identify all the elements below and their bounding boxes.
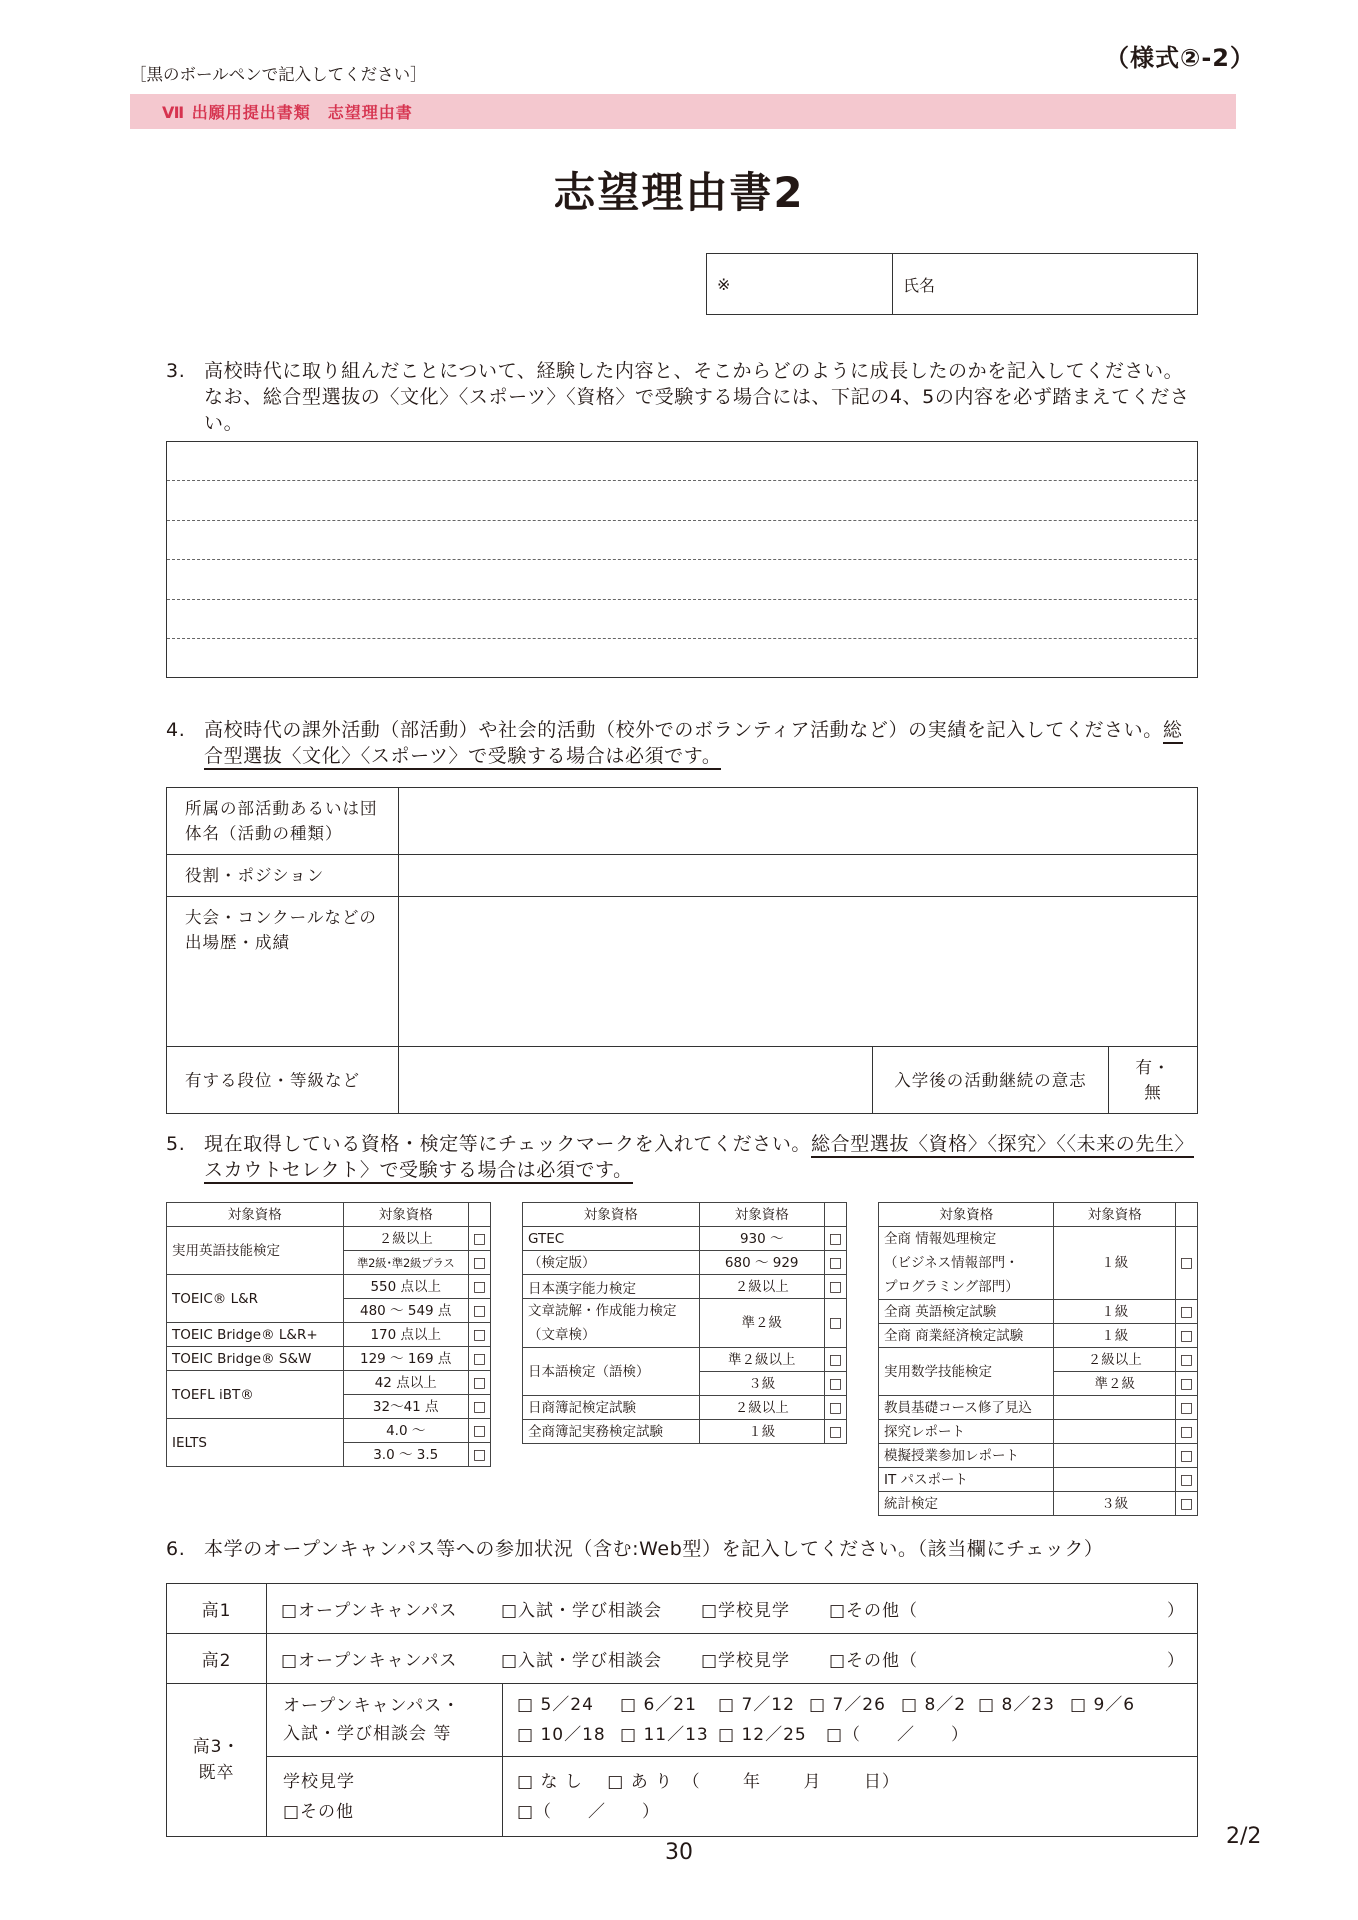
gtec-name: GTEC bbox=[523, 1227, 700, 1251]
kyoin-name: 教員基礎コース修了見込 bbox=[879, 1396, 1054, 1420]
continue-label: 入学後の活動継続の意志 bbox=[873, 1047, 1109, 1114]
role-label: 役割・ポジション bbox=[167, 855, 399, 897]
page-title: 志望理由書2 bbox=[553, 168, 805, 217]
campus-visit-table bbox=[166, 1583, 1198, 1837]
date-checkbox[interactable]: □ 5／24 bbox=[517, 1695, 594, 1715]
bridge-lr-checkbox[interactable]: □ bbox=[468, 1323, 490, 1347]
oc-events-label-line1: オープンキャンパス・ bbox=[283, 1696, 461, 1716]
tokei-level: ３級 bbox=[1054, 1492, 1176, 1516]
question-3 bbox=[166, 358, 1198, 436]
eigo-name: 全商 英語検定試験 bbox=[879, 1300, 1054, 1324]
toefl-level: 42 点以上 bbox=[343, 1371, 468, 1395]
oc-event-dates bbox=[503, 1684, 1198, 1757]
header-qualification: 対象資格 bbox=[167, 1203, 344, 1227]
name-label: 氏名 bbox=[903, 275, 936, 295]
question-4 bbox=[166, 717, 1198, 769]
header-check bbox=[468, 1203, 490, 1227]
bridge-sw-level: 129 ～ 169 点 bbox=[343, 1347, 468, 1371]
sugaku-checkbox[interactable]: □ bbox=[1176, 1372, 1198, 1396]
year-3-label-line1: 高3・ bbox=[192, 1737, 241, 1757]
keizai-name: 全商 商業経済検定試験 bbox=[879, 1324, 1054, 1348]
ielts-checkbox[interactable]: □ bbox=[468, 1443, 490, 1467]
joho-name-line1: 全商 情報処理検定 bbox=[884, 1231, 997, 1247]
bunsho-name bbox=[523, 1299, 700, 1348]
tankyu-level bbox=[1054, 1420, 1176, 1444]
question-5-requirement: 総合型選抜〈資格〉〈探究〉〈〈未来の先生〉スカウトセレクト〉で受験する場合は必須です。 bbox=[204, 1133, 1194, 1184]
question-5-number: 5. bbox=[166, 1133, 186, 1155]
eiken-checkbox[interactable]: □ bbox=[468, 1251, 490, 1275]
gtec-name-sub: （検定版） bbox=[523, 1251, 700, 1275]
gtec-checkbox[interactable]: □ bbox=[824, 1251, 846, 1275]
eiken-name: 実用英語技能検定 bbox=[167, 1227, 344, 1275]
qualification-table-3 bbox=[878, 1202, 1198, 1516]
record-label: 大会・コンクールなどの出場歴・成績 bbox=[167, 897, 399, 1047]
date-other-checkbox[interactable]: □（ ／ ） bbox=[826, 1725, 970, 1745]
visit-other-checkbox[interactable]: □その他 bbox=[283, 1801, 355, 1822]
gtec-checkbox[interactable]: □ bbox=[824, 1227, 846, 1251]
boki-name: 日商簿記検定試験 bbox=[523, 1396, 700, 1420]
mogi-level bbox=[1054, 1444, 1176, 1468]
tankyu-checkbox[interactable]: □ bbox=[1176, 1420, 1198, 1444]
oc-events-label bbox=[267, 1684, 503, 1757]
zen-boki-checkbox[interactable]: □ bbox=[824, 1420, 846, 1444]
reference-mark: ※ bbox=[717, 274, 731, 294]
consult-checkbox[interactable]: □入試・学び相談会 bbox=[501, 1651, 663, 1671]
date-checkbox[interactable]: □ 7／26 bbox=[809, 1695, 886, 1715]
tokei-name: 統計検定 bbox=[879, 1492, 1054, 1516]
event-dates-row bbox=[517, 1720, 1197, 1750]
bunsho-name-line1: 文章読解・作成能力検定 bbox=[528, 1303, 677, 1319]
question-6-text: 本学のオープンキャンパス等への参加状況（含む:Web型）を記入してください。（該当欄にチェック） bbox=[204, 1538, 1104, 1560]
kanji-checkbox[interactable]: □ bbox=[824, 1275, 846, 1299]
it-name: IT パスポート bbox=[879, 1468, 1054, 1492]
header-qualification: 対象資格 bbox=[523, 1203, 700, 1227]
toefl-checkbox[interactable]: □ bbox=[468, 1371, 490, 1395]
club-label: 所属の部活動あるいは団体名（活動の種類） bbox=[167, 788, 399, 855]
event-dates-row bbox=[517, 1690, 1197, 1720]
year-1-label: 高1 bbox=[167, 1584, 267, 1634]
visit-options-cell bbox=[503, 1757, 1198, 1837]
tankyu-name: 探究レポート bbox=[879, 1420, 1054, 1444]
sugaku-level: 準２級 bbox=[1054, 1372, 1176, 1396]
year-2-options bbox=[267, 1634, 1198, 1684]
ielts-name: IELTS bbox=[167, 1419, 344, 1467]
toeic-name: TOEIC® L&R bbox=[167, 1275, 344, 1323]
role-field[interactable] bbox=[399, 855, 1198, 897]
visit-label-cell bbox=[267, 1757, 503, 1837]
eigo-checkbox[interactable]: □ bbox=[1176, 1300, 1198, 1324]
toefl-checkbox[interactable]: □ bbox=[468, 1395, 490, 1419]
question-4-requirement: 総合型選抜〈文化〉〈スポーツ〉で受験する場合は必須です。 bbox=[204, 719, 1183, 770]
kyoin-checkbox[interactable]: □ bbox=[1176, 1396, 1198, 1420]
club-field[interactable] bbox=[399, 788, 1198, 855]
applicant-id-box bbox=[706, 253, 1198, 315]
bunsho-level: 準２級 bbox=[699, 1299, 824, 1348]
question-3-number: 3. bbox=[166, 360, 186, 382]
question-5-text bbox=[166, 1131, 1198, 1183]
visit-yes-no-options[interactable]: □ な し □ あ り （ 年 月 日） bbox=[517, 1771, 900, 1792]
visit-label: 学校見学 bbox=[283, 1771, 355, 1792]
it-level bbox=[1054, 1468, 1176, 1492]
joho-level: １級 bbox=[1054, 1227, 1176, 1300]
date-checkbox[interactable]: □ 8／23 bbox=[978, 1695, 1055, 1715]
visit-checkbox[interactable]: □学校見学 bbox=[701, 1601, 791, 1621]
page-fraction: 2/2 bbox=[1226, 1824, 1262, 1849]
kanji-level: ２級以上 bbox=[699, 1275, 824, 1299]
gtec-level: 680 ～ 929 bbox=[699, 1251, 824, 1275]
date-checkbox[interactable]: □ 12／25 bbox=[718, 1725, 807, 1745]
date-checkbox[interactable]: □ 10／18 bbox=[517, 1725, 606, 1745]
keizai-level: １級 bbox=[1054, 1324, 1176, 1348]
bridge-lr-name: TOEIC Bridge® L&R+ bbox=[167, 1323, 344, 1347]
joho-name-line2: （ビジネス情報部門・ bbox=[884, 1255, 1019, 1271]
date-checkbox[interactable]: □ 6／21 bbox=[620, 1695, 697, 1715]
tokei-checkbox[interactable]: □ bbox=[1176, 1492, 1198, 1516]
date-checkbox[interactable]: □ 7／12 bbox=[718, 1695, 795, 1715]
nihongo-checkbox[interactable]: □ bbox=[824, 1348, 846, 1372]
boki-level: ２級以上 bbox=[699, 1396, 824, 1420]
toeic-checkbox[interactable]: □ bbox=[468, 1299, 490, 1323]
question-5-instruction: 現在取得している資格・検定等にチェックマークを入れてください。 bbox=[204, 1133, 812, 1155]
rank-field[interactable] bbox=[399, 1047, 873, 1114]
other-checkbox[interactable]: □その他（ bbox=[829, 1651, 919, 1671]
header-level: 対象資格 bbox=[699, 1203, 824, 1227]
kanji-name: 日本漢字能力検定 bbox=[523, 1275, 700, 1299]
header-check bbox=[824, 1203, 846, 1227]
gtec-level: 930 ～ bbox=[699, 1227, 824, 1251]
toeic-level: 550 点以上 bbox=[343, 1275, 468, 1299]
toefl-name: TOEFL iBT® bbox=[167, 1371, 344, 1419]
eigo-level: １級 bbox=[1054, 1300, 1176, 1324]
joho-name bbox=[879, 1227, 1054, 1300]
pen-instruction: ［黒のボールペンで記入してください］ bbox=[130, 65, 427, 84]
zen-boki-level: １級 bbox=[699, 1420, 824, 1444]
date-checkbox[interactable]: □ 8／2 bbox=[901, 1695, 967, 1715]
toefl-level: 32～41 点 bbox=[343, 1395, 468, 1419]
ruled-line bbox=[167, 599, 1197, 600]
ruled-line bbox=[167, 520, 1197, 521]
year-1-options bbox=[267, 1584, 1198, 1634]
section-band-label: Ⅶ 出願用提出書類 志望理由書 bbox=[162, 103, 413, 122]
header-qualification: 対象資格 bbox=[879, 1203, 1054, 1227]
zen-boki-name: 全商簿記実務検定試験 bbox=[523, 1420, 700, 1444]
header-check bbox=[1176, 1203, 1198, 1227]
joho-name-line3: プログラミング部門） bbox=[884, 1279, 1019, 1295]
section-band bbox=[130, 94, 1236, 129]
question-4-text bbox=[166, 717, 1198, 769]
year-3-label-line2: 既卒 bbox=[198, 1763, 235, 1783]
year-2-label: 高2 bbox=[167, 1634, 267, 1684]
ruled-line bbox=[167, 480, 1197, 481]
other-close: ） bbox=[1167, 1601, 1185, 1621]
header-level: 対象資格 bbox=[343, 1203, 468, 1227]
question-6-number: 6. bbox=[166, 1538, 186, 1560]
toeic-checkbox[interactable]: □ bbox=[468, 1275, 490, 1299]
it-checkbox[interactable]: □ bbox=[1176, 1468, 1198, 1492]
joho-checkbox[interactable]: □ bbox=[1176, 1227, 1198, 1300]
qualification-table-1 bbox=[166, 1202, 491, 1467]
year-3-label bbox=[167, 1684, 267, 1837]
bunsho-checkbox[interactable]: □ bbox=[824, 1299, 846, 1348]
visit-other-date[interactable]: □（ ／ ） bbox=[517, 1801, 661, 1822]
consult-checkbox[interactable]: □入試・学び相談会 bbox=[501, 1601, 663, 1621]
question-6 bbox=[166, 1536, 1198, 1562]
keizai-checkbox[interactable]: □ bbox=[1176, 1324, 1198, 1348]
question-5 bbox=[166, 1131, 1198, 1183]
other-checkbox[interactable]: □その他（ bbox=[829, 1601, 919, 1621]
question-3-text: 高校時代に取り組んだことについて、経験した内容と、そこからどのように成長したのかを記入してください。なお、総合型選抜の〈文化〉〈スポーツ〉〈資格〉で受験する場合には、下記の4、5の内容を必ず踏まえてください。 bbox=[204, 360, 1190, 434]
bridge-lr-level: 170 点以上 bbox=[343, 1323, 468, 1347]
nihongo-level: ３級 bbox=[699, 1372, 824, 1396]
question-4-number: 4. bbox=[166, 719, 186, 741]
sugaku-name: 実用数学技能検定 bbox=[879, 1348, 1054, 1396]
bridge-sw-name: TOEIC Bridge® S&W bbox=[167, 1347, 344, 1371]
eiken-checkbox[interactable]: □ bbox=[468, 1227, 490, 1251]
visit-checkbox[interactable]: □学校見学 bbox=[701, 1651, 791, 1671]
oc-checkbox[interactable]: □オープンキャンパス bbox=[281, 1651, 458, 1671]
ruled-line bbox=[167, 559, 1197, 560]
rank-label: 有する段位・等級など bbox=[167, 1047, 399, 1114]
nihongo-level: 準２級以上 bbox=[699, 1348, 824, 1372]
ielts-checkbox[interactable]: □ bbox=[468, 1419, 490, 1443]
activities-table bbox=[166, 787, 1198, 1114]
sugaku-level: ２級以上 bbox=[1054, 1348, 1176, 1372]
oc-events-label-line2: 入試・学び相談会 等 bbox=[283, 1724, 452, 1744]
date-checkbox[interactable]: □ 11／13 bbox=[620, 1725, 709, 1745]
mogi-checkbox[interactable]: □ bbox=[1176, 1444, 1198, 1468]
name-field[interactable] bbox=[893, 254, 1198, 315]
kyoin-level bbox=[1054, 1396, 1176, 1420]
nihongo-name: 日本語検定（語検） bbox=[523, 1348, 700, 1396]
other-close: ） bbox=[1167, 1651, 1185, 1671]
date-checkbox[interactable]: □ 9／6 bbox=[1070, 1695, 1136, 1715]
ruled-line bbox=[167, 638, 1197, 639]
oc-checkbox[interactable]: □オープンキャンパス bbox=[281, 1601, 458, 1621]
bridge-sw-checkbox[interactable]: □ bbox=[468, 1347, 490, 1371]
eiken-level: ２級以上 bbox=[343, 1227, 468, 1251]
form-id: （様式②-2） bbox=[1105, 44, 1255, 72]
continue-options[interactable]: 有・無 bbox=[1109, 1047, 1198, 1114]
qualification-table-2 bbox=[522, 1202, 847, 1444]
nihongo-checkbox[interactable]: □ bbox=[824, 1372, 846, 1396]
toeic-level: 480 ～ 549 点 bbox=[343, 1299, 468, 1323]
reference-number-field[interactable] bbox=[707, 254, 893, 315]
boki-checkbox[interactable]: □ bbox=[824, 1396, 846, 1420]
record-field[interactable] bbox=[399, 897, 1198, 1047]
ielts-level: 4.0 ～ bbox=[343, 1419, 468, 1443]
eiken-level: 準2級･準2級プラス bbox=[343, 1251, 468, 1275]
question-3-answer-box[interactable] bbox=[166, 441, 1198, 678]
sugaku-checkbox[interactable]: □ bbox=[1176, 1348, 1198, 1372]
question-4-instruction: 高校時代の課外活動（部活動）や社会的活動（校外でのボランティア活動など）の実績を記入してください。 bbox=[204, 719, 1163, 741]
header-level: 対象資格 bbox=[1054, 1203, 1176, 1227]
page-number: 30 bbox=[665, 1840, 693, 1865]
ielts-level: 3.0 ～ 3.5 bbox=[343, 1443, 468, 1467]
bunsho-name-line2: （文章検） bbox=[528, 1327, 596, 1343]
mogi-name: 模擬授業参加レポート bbox=[879, 1444, 1054, 1468]
